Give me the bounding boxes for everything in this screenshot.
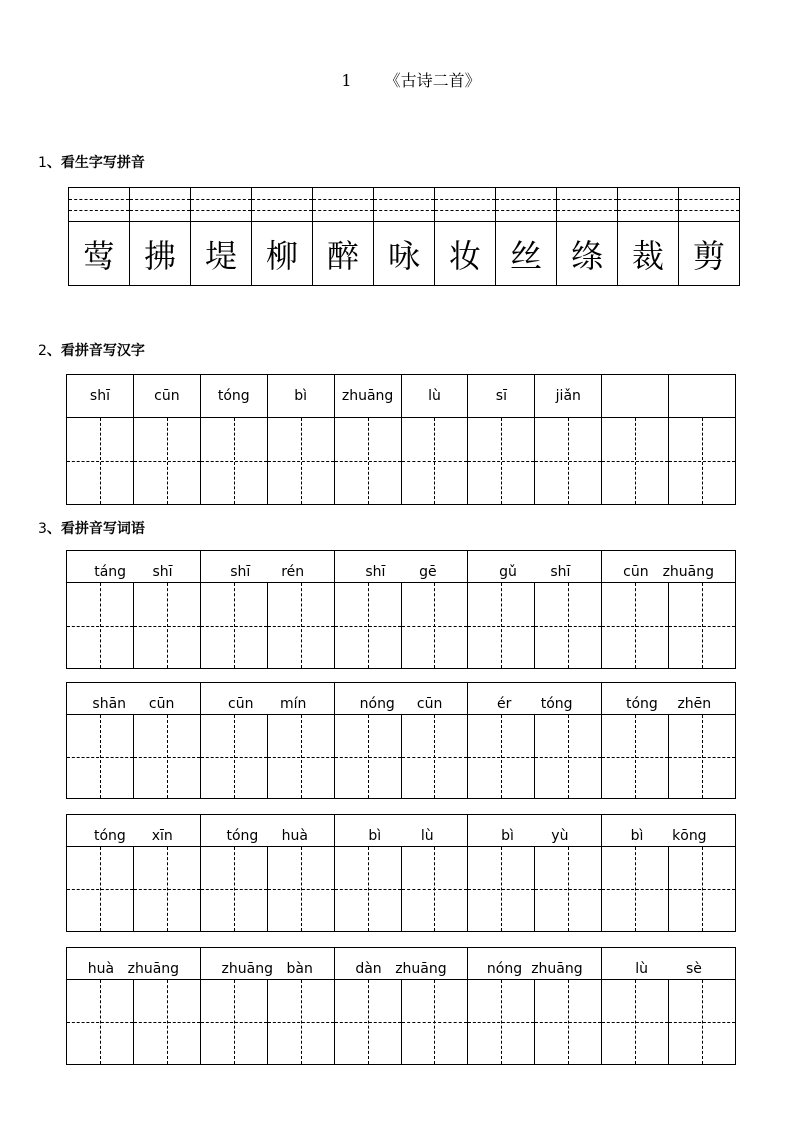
- tian-square[interactable]: [602, 847, 668, 931]
- tian-square[interactable]: [534, 583, 601, 668]
- section1-number: 1: [38, 155, 47, 171]
- tian-square[interactable]: [534, 980, 601, 1064]
- pinyin-answer-lines[interactable]: [313, 188, 373, 222]
- writing-cell[interactable]: [535, 418, 602, 504]
- pinyin-syllable: nóng: [486, 961, 523, 977]
- tian-square[interactable]: [401, 715, 468, 798]
- pinyin-cell: lù: [402, 375, 469, 417]
- pinyin-guide-line: [252, 199, 312, 200]
- pinyin-syllable: kōng: [672, 828, 707, 844]
- guide-dash-horizontal: [134, 461, 200, 462]
- pinyin-guide-line: [496, 210, 556, 211]
- guide-dash-horizontal: [335, 1022, 401, 1023]
- word-pinyin-cell: [201, 815, 335, 846]
- guide-dash-horizontal: [201, 1022, 267, 1023]
- tian-square[interactable]: [267, 583, 334, 668]
- word-pinyin-cell: [201, 551, 335, 582]
- pinyin-guide-line: [435, 199, 495, 200]
- pinyin-syllable: mín: [279, 696, 307, 712]
- writing-cell[interactable]: [268, 418, 335, 504]
- section3-block-1: [66, 550, 736, 669]
- pinyin-guide-line: [679, 210, 739, 211]
- guide-dash-horizontal: [535, 889, 601, 890]
- pinyin-syllable: zhēn: [677, 696, 712, 712]
- section2-grid: [66, 374, 736, 505]
- title-number: 1: [341, 71, 352, 90]
- guide-dash-horizontal: [67, 626, 133, 627]
- char-cell: [130, 188, 191, 285]
- word-pinyin-cell: [67, 551, 201, 582]
- section2-label: 、看拼音写汉字: [46, 343, 145, 359]
- pinyin-guide-line: [130, 210, 190, 211]
- pinyin-guide-line: [313, 210, 373, 211]
- guide-dash-horizontal: [669, 626, 735, 627]
- pinyin-guide-line: [618, 210, 678, 211]
- section3-block-4: [66, 947, 736, 1065]
- pinyin-answer-lines[interactable]: [618, 188, 678, 222]
- tian-square[interactable]: [267, 715, 334, 798]
- word-pinyin-cell: [335, 815, 469, 846]
- word-pinyin-cell: [335, 948, 469, 979]
- word-pinyin-cell: [602, 683, 735, 714]
- writing-cell[interactable]: [602, 418, 669, 504]
- tian-square[interactable]: [201, 980, 267, 1064]
- pinyin-syllable: gǔ: [499, 564, 517, 580]
- tian-square[interactable]: [133, 980, 200, 1064]
- pinyin-syllable: cūn: [623, 564, 649, 580]
- pinyin-syllable: gē: [419, 564, 437, 580]
- guide-dash-horizontal: [669, 757, 735, 758]
- guide-dash-horizontal: [268, 461, 334, 462]
- word-pinyin-cell: [468, 551, 602, 582]
- guide-dash-horizontal: [669, 1022, 735, 1023]
- pinyin-syllable: bàn: [286, 961, 313, 977]
- guide-dash-horizontal: [134, 1022, 200, 1023]
- pinyin-syllable: bì: [368, 828, 382, 844]
- pinyin-syllable: cūn: [148, 696, 175, 712]
- char-cell: [679, 188, 740, 285]
- pinyin-guide-line: [313, 199, 373, 200]
- guide-dash-horizontal: [602, 1022, 668, 1023]
- guide-dash-horizontal: [468, 461, 534, 462]
- guide-dash-horizontal: [134, 626, 200, 627]
- char-cell: [191, 188, 252, 285]
- pinyin-cell: jiǎn: [535, 375, 602, 417]
- tian-square[interactable]: [668, 980, 735, 1064]
- section2-pinyin-row: [67, 375, 735, 418]
- word-writing-cell[interactable]: [67, 980, 201, 1064]
- tian-square[interactable]: [602, 715, 668, 798]
- pinyin-syllable: tóng: [226, 828, 259, 844]
- guide-dash-horizontal: [268, 889, 334, 890]
- section2-writing-row[interactable]: [67, 418, 735, 504]
- guide-dash-horizontal: [402, 626, 468, 627]
- hanzi-character: 柳: [265, 236, 298, 275]
- pinyin-guide-line: [374, 199, 434, 200]
- guide-dash-horizontal: [335, 626, 401, 627]
- pinyin-syllable: tóng: [93, 828, 126, 844]
- word-writing-cell[interactable]: [602, 715, 735, 798]
- tian-square[interactable]: [468, 715, 534, 798]
- guide-dash-horizontal: [67, 461, 133, 462]
- word-pinyin-row: [67, 683, 735, 715]
- guide-dash-horizontal: [669, 889, 735, 890]
- pinyin-guide-line: [435, 210, 495, 211]
- pinyin-syllable: ér: [497, 696, 512, 712]
- guide-dash-horizontal: [535, 461, 601, 462]
- section3-block-2: [66, 682, 736, 799]
- tian-square[interactable]: [534, 715, 601, 798]
- word-writing-cell[interactable]: [335, 980, 469, 1064]
- writing-cell[interactable]: [335, 418, 402, 504]
- tian-square[interactable]: [335, 847, 401, 931]
- pinyin-cell: zhuāng: [335, 375, 402, 417]
- guide-dash-horizontal: [335, 461, 401, 462]
- pinyin-guide-line: [69, 210, 129, 211]
- guide-dash-horizontal: [602, 461, 668, 462]
- tian-square[interactable]: [602, 583, 668, 668]
- word-pinyin-cell: [201, 948, 335, 979]
- pinyin-guide-line: [618, 199, 678, 200]
- tian-square[interactable]: [267, 847, 334, 931]
- pinyin-guide-line: [557, 210, 617, 211]
- pinyin-syllable: dàn: [355, 961, 382, 977]
- guide-dash-horizontal: [402, 757, 468, 758]
- guide-dash-horizontal: [67, 1022, 133, 1023]
- writing-cell[interactable]: [201, 418, 268, 504]
- word-pinyin-cell: [468, 815, 602, 846]
- tian-square[interactable]: [468, 847, 534, 931]
- tian-square[interactable]: [67, 583, 133, 668]
- word-writing-cell[interactable]: [602, 583, 735, 668]
- tian-square[interactable]: [668, 583, 735, 668]
- guide-dash-horizontal: [535, 1022, 601, 1023]
- char-cell: [496, 188, 557, 285]
- guide-dash-horizontal: [602, 757, 668, 758]
- pinyin-syllable: lù: [635, 961, 648, 977]
- tian-square[interactable]: [335, 980, 401, 1064]
- word-writing-cell[interactable]: [201, 847, 335, 931]
- tian-square[interactable]: [67, 980, 133, 1064]
- pinyin-syllable: huà: [281, 828, 308, 844]
- pinyin-syllable: lù: [420, 828, 434, 844]
- word-writing-cell[interactable]: [201, 980, 335, 1064]
- guide-dash-horizontal: [468, 889, 534, 890]
- pinyin-guide-line: [130, 199, 190, 200]
- pinyin-syllable: bì: [630, 828, 644, 844]
- word-writing-cell[interactable]: [468, 583, 602, 668]
- tian-square[interactable]: [134, 418, 200, 504]
- tian-square[interactable]: [335, 583, 401, 668]
- pinyin-syllable: zhuāng: [221, 961, 273, 977]
- word-writing-cell[interactable]: [67, 715, 201, 798]
- hanzi-character: 剪: [692, 236, 725, 275]
- pinyin-guide-line: [191, 199, 251, 200]
- tian-square[interactable]: [268, 418, 334, 504]
- word-writing-cell[interactable]: [201, 715, 335, 798]
- tian-square[interactable]: [668, 847, 735, 931]
- hanzi-character: 妆: [448, 236, 481, 275]
- pinyin-guide-line: [557, 199, 617, 200]
- word-writing-cell[interactable]: [335, 583, 469, 668]
- pinyin-syllable: shī: [152, 564, 173, 580]
- tian-square[interactable]: [468, 583, 534, 668]
- guide-dash-horizontal: [669, 461, 735, 462]
- word-pinyin-cell: [67, 815, 201, 846]
- pinyin-syllable: shī: [550, 564, 571, 580]
- tian-square[interactable]: [201, 418, 267, 504]
- section3-label: 、看拼音写词语: [46, 521, 145, 537]
- word-pinyin-cell: [468, 683, 602, 714]
- writing-cell[interactable]: [468, 418, 535, 504]
- char-cell: [252, 188, 313, 285]
- word-writing-cell[interactable]: [201, 583, 335, 668]
- pinyin-syllable: shān: [92, 696, 127, 712]
- word-pinyin-cell: [67, 948, 201, 979]
- pinyin-syllable: tóng: [626, 696, 658, 712]
- guide-dash-horizontal: [67, 889, 133, 890]
- word-pinyin-cell: [602, 948, 735, 979]
- hanzi-character: 醉: [326, 236, 359, 275]
- pinyin-syllable: nóng: [359, 696, 395, 712]
- guide-dash-horizontal: [402, 461, 468, 462]
- pinyin-syllable: sè: [686, 961, 702, 977]
- word-pinyin-cell: [602, 815, 735, 846]
- tian-square[interactable]: [401, 847, 468, 931]
- guide-dash-horizontal: [468, 1022, 534, 1023]
- word-pinyin-row: [67, 815, 735, 847]
- pinyin-syllable: shī: [365, 564, 386, 580]
- pinyin-answer-lines[interactable]: [252, 188, 312, 222]
- writing-cell[interactable]: [669, 418, 735, 504]
- word-writing-cell[interactable]: [468, 847, 602, 931]
- guide-dash-horizontal: [535, 626, 601, 627]
- tian-square[interactable]: [133, 715, 200, 798]
- guide-dash-horizontal: [268, 757, 334, 758]
- word-writing-cell[interactable]: [335, 715, 469, 798]
- word-writing-cell[interactable]: [602, 847, 735, 931]
- word-writing-row[interactable]: [67, 847, 735, 931]
- word-writing-cell[interactable]: [468, 715, 602, 798]
- guide-dash-horizontal: [468, 626, 534, 627]
- pinyin-cell: tóng: [201, 375, 268, 417]
- writing-cell[interactable]: [67, 418, 134, 504]
- word-writing-cell[interactable]: [468, 980, 602, 1064]
- word-pinyin-cell: [602, 551, 735, 582]
- section2-heading: [38, 340, 145, 360]
- pinyin-syllable: rén: [281, 564, 305, 580]
- tian-square[interactable]: [67, 715, 133, 798]
- pinyin-answer-lines[interactable]: [69, 188, 129, 222]
- pinyin-cell: cūn: [134, 375, 201, 417]
- word-pinyin-row: [67, 948, 735, 980]
- tian-square[interactable]: [67, 418, 133, 504]
- tian-square[interactable]: [335, 715, 401, 798]
- tian-square[interactable]: [468, 980, 534, 1064]
- guide-dash-horizontal: [602, 889, 668, 890]
- tian-square[interactable]: [535, 418, 601, 504]
- section1-heading: [38, 152, 145, 172]
- hanzi-character: 拂: [143, 236, 176, 275]
- guide-dash-horizontal: [402, 889, 468, 890]
- writing-cell[interactable]: [402, 418, 469, 504]
- word-writing-cell[interactable]: [67, 847, 201, 931]
- word-pinyin-cell: [468, 948, 602, 979]
- tian-square[interactable]: [267, 980, 334, 1064]
- section2-number: 2: [38, 343, 47, 359]
- hanzi-character: 咏: [387, 236, 420, 275]
- guide-dash-horizontal: [468, 757, 534, 758]
- tian-square[interactable]: [201, 715, 267, 798]
- pinyin-answer-lines[interactable]: [496, 188, 556, 222]
- pinyin-answer-lines[interactable]: [374, 188, 434, 222]
- pinyin-guide-line: [496, 199, 556, 200]
- pinyin-syllable: xīn: [151, 828, 173, 844]
- guide-dash-horizontal: [602, 626, 668, 627]
- tian-square[interactable]: [401, 583, 468, 668]
- guide-dash-horizontal: [268, 626, 334, 627]
- pinyin-answer-lines[interactable]: [130, 188, 190, 222]
- pinyin-guide-line: [252, 210, 312, 211]
- hanzi-character: 丝: [509, 236, 542, 275]
- pinyin-answer-lines[interactable]: [191, 188, 251, 222]
- guide-dash-horizontal: [335, 889, 401, 890]
- char-cell: [435, 188, 496, 285]
- pinyin-syllable: huà: [87, 961, 115, 977]
- word-pinyin-cell: [335, 551, 469, 582]
- guide-dash-horizontal: [201, 626, 267, 627]
- tian-square[interactable]: [201, 847, 267, 931]
- tian-square[interactable]: [402, 418, 468, 504]
- guide-dash-horizontal: [201, 461, 267, 462]
- guide-dash-horizontal: [535, 757, 601, 758]
- section1-label: 、看生字写拼音: [46, 155, 145, 171]
- guide-dash-horizontal: [134, 889, 200, 890]
- hanzi-character: 莺: [82, 236, 115, 275]
- word-pinyin-cell: [67, 683, 201, 714]
- pinyin-syllable: bì: [501, 828, 514, 844]
- section3-block-3: [66, 814, 736, 932]
- pinyin-syllable: cūn: [228, 696, 254, 712]
- guide-dash-horizontal: [335, 757, 401, 758]
- pinyin-cell: [669, 375, 735, 417]
- tian-square[interactable]: [669, 418, 735, 504]
- writing-cell[interactable]: [134, 418, 201, 504]
- tian-square[interactable]: [67, 847, 133, 931]
- pinyin-syllable: zhuāng: [395, 961, 447, 977]
- tian-square[interactable]: [401, 980, 468, 1064]
- pinyin-syllable: cūn: [416, 696, 443, 712]
- word-writing-cell[interactable]: [602, 980, 735, 1064]
- pinyin-answer-lines[interactable]: [435, 188, 495, 222]
- char-cell: [313, 188, 374, 285]
- guide-dash-horizontal: [201, 889, 267, 890]
- guide-dash-horizontal: [134, 757, 200, 758]
- title-text: 《古诗二首》: [384, 71, 481, 90]
- word-writing-row[interactable]: [67, 583, 735, 668]
- word-pinyin-row: [67, 551, 735, 583]
- word-writing-cell[interactable]: [67, 583, 201, 668]
- pinyin-syllable: zhuāng: [662, 564, 714, 580]
- pinyin-syllable: zhuāng: [531, 961, 583, 977]
- pinyin-cell: shī: [67, 375, 134, 417]
- char-cell: [374, 188, 435, 285]
- tian-square[interactable]: [335, 418, 401, 504]
- tian-square[interactable]: [534, 847, 601, 931]
- char-cell: [557, 188, 618, 285]
- pinyin-answer-lines[interactable]: [557, 188, 617, 222]
- word-pinyin-cell: [335, 683, 469, 714]
- word-writing-row[interactable]: [67, 715, 735, 798]
- word-writing-row[interactable]: [67, 980, 735, 1064]
- pinyin-cell: [602, 375, 669, 417]
- char-cell: [69, 188, 130, 285]
- tian-square[interactable]: [201, 583, 267, 668]
- tian-square[interactable]: [602, 418, 668, 504]
- pinyin-syllable: shī: [230, 564, 251, 580]
- pinyin-guide-line: [374, 210, 434, 211]
- guide-dash-horizontal: [268, 1022, 334, 1023]
- pinyin-cell: sī: [468, 375, 535, 417]
- tian-square[interactable]: [133, 847, 200, 931]
- word-pinyin-cell: [201, 683, 335, 714]
- pinyin-guide-line: [679, 199, 739, 200]
- pinyin-guide-line: [69, 199, 129, 200]
- section3-number: 3: [38, 521, 47, 537]
- hanzi-character: 堤: [204, 236, 237, 275]
- tian-square[interactable]: [468, 418, 534, 504]
- pinyin-cell: bì: [268, 375, 335, 417]
- guide-dash-horizontal: [67, 757, 133, 758]
- hanzi-character: 绦: [570, 236, 603, 275]
- pinyin-syllable: yù: [551, 828, 569, 844]
- tian-square[interactable]: [133, 583, 200, 668]
- guide-dash-horizontal: [402, 1022, 468, 1023]
- pinyin-syllable: táng: [94, 564, 127, 580]
- char-cell: [618, 188, 679, 285]
- pinyin-guide-line: [191, 210, 251, 211]
- tian-square[interactable]: [602, 980, 668, 1064]
- pinyin-syllable: tóng: [540, 696, 573, 712]
- page-title: [0, 68, 794, 91]
- tian-square[interactable]: [668, 715, 735, 798]
- word-writing-cell[interactable]: [335, 847, 469, 931]
- section3-heading: [38, 518, 145, 538]
- hanzi-character: 裁: [631, 236, 664, 275]
- guide-dash-horizontal: [201, 757, 267, 758]
- section1-grid: [68, 187, 740, 286]
- pinyin-syllable: zhuāng: [127, 961, 180, 977]
- pinyin-answer-lines[interactable]: [679, 188, 739, 222]
